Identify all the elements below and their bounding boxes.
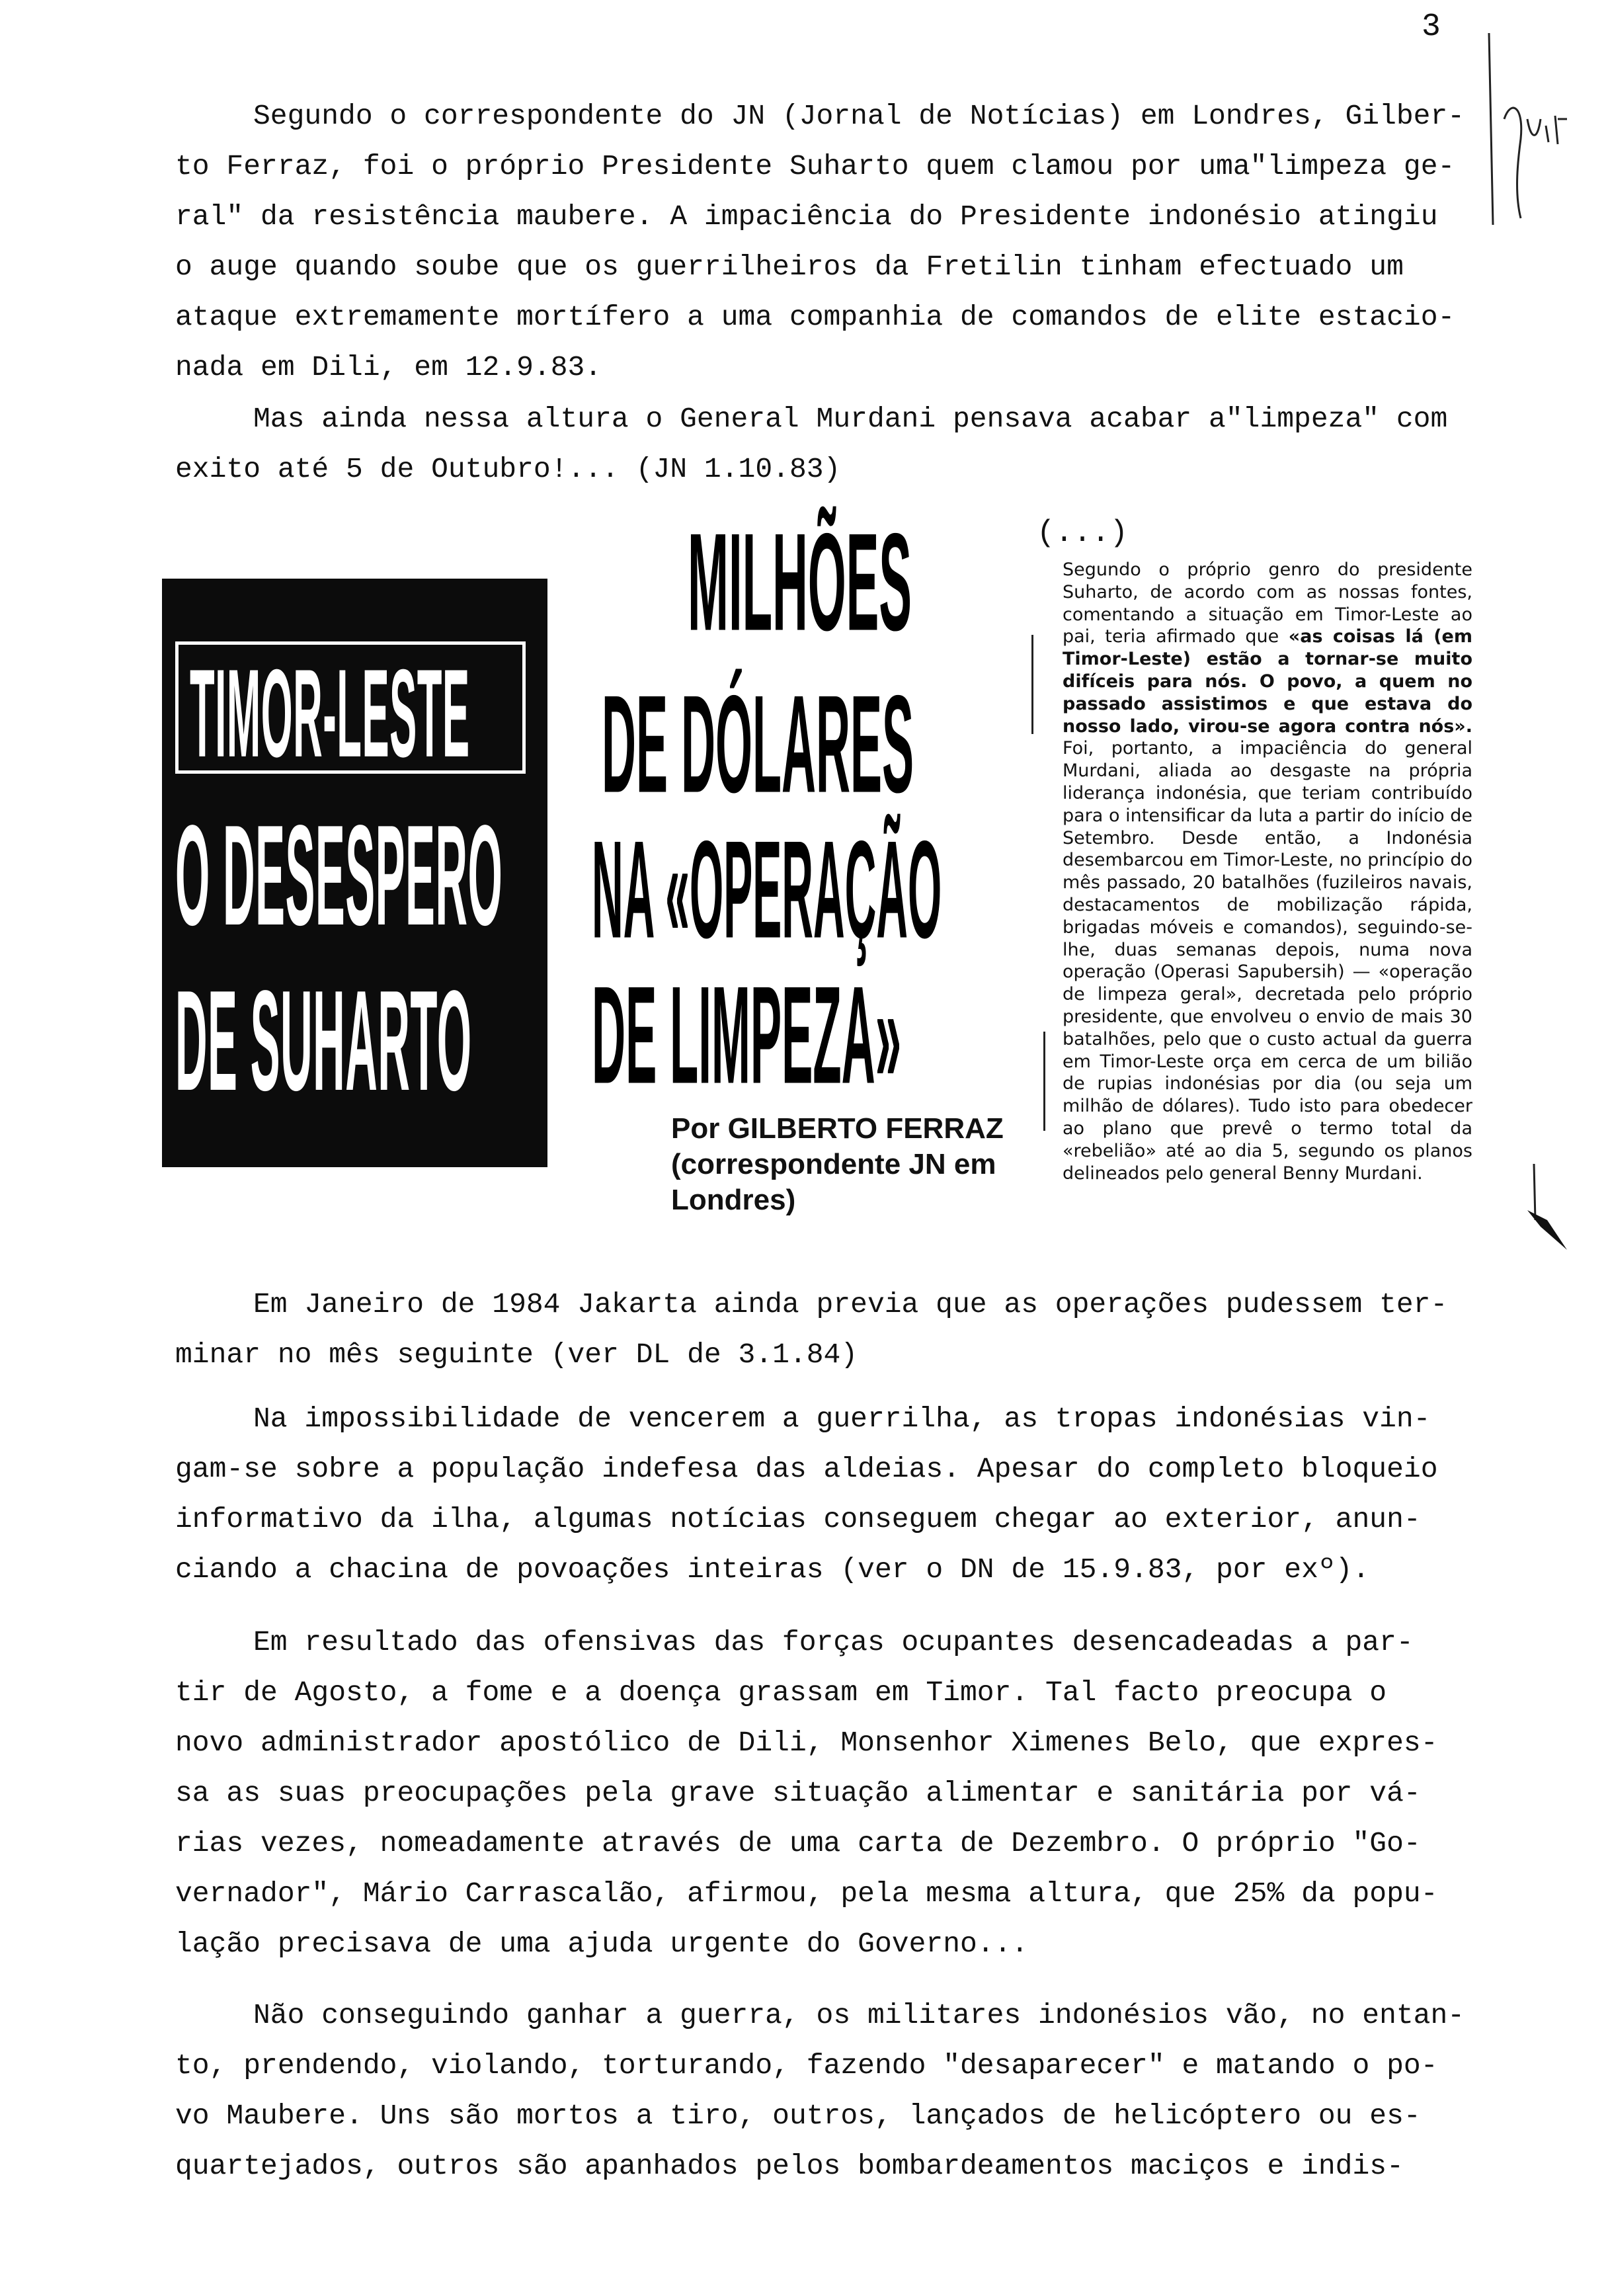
intro-line: ataque extremamente mortífero a uma companhia de comandos de elite estacio- <box>175 301 1455 333</box>
clipping-column <box>1063 559 1472 1184</box>
resultado-line: Em resultado das ofensivas das forças ocupantes desencadeadas a par- <box>253 1626 1414 1659</box>
headline-box-line-2: O DESESPERO <box>175 796 503 956</box>
resultado-paragraph <box>175 1618 1484 1969</box>
clipping-ellipsis: (...) <box>1037 516 1129 550</box>
resultado-line: lação precisava de uma ajuda urgente do Governo... <box>175 1928 1029 1960</box>
headline-line-3: NA «OPERAÇÃO <box>592 812 942 967</box>
intro-line: Segundo o correspondente do JN (Jornal de Notícias) em Londres, Gilber- <box>253 100 1465 132</box>
impossibilidade-line: gam-se sobre a população indefesa das aldeias. Apesar do completo bloqueio <box>175 1453 1438 1485</box>
byline: Por GILBERTO FERRAZ (correspondente JN em Londres) <box>671 1112 1004 1216</box>
headline-box-line-3: DE SUHARTO <box>175 961 472 1121</box>
column-quote: «as coisas lá (em Timor-Leste) estão a tornar-se muito difíceis para nós. O povo, a quem no passado assistimos e que estava do nosso lado, virou-se agora contra nós». <box>1063 626 1472 737</box>
clipping-headline-box <box>162 579 547 1167</box>
murdani-line: exito até 5 de Outubro!... (JN 1.10.83) <box>175 453 841 485</box>
guerra-line: Não conseguindo ganhar a guerra, os militares indonésios vão, no entan- <box>253 1999 1465 2031</box>
arrow-mark <box>1521 1164 1580 1256</box>
guerra-line: quartejados, outros são apanhados pelos bombardeamentos maciços e indis- <box>175 2150 1404 2182</box>
impossibilidade-paragraph <box>175 1394 1484 1595</box>
intro-line: ral" da resistência maubere. A impaciência do Presidente indonésio atingiu <box>175 200 1438 233</box>
janeiro-line: Em Janeiro de 1984 Jakarta ainda previa que as operações pudessem ter- <box>253 1288 1448 1321</box>
margin-bracket <box>1031 635 1033 734</box>
resultado-line: vernador", Mário Carrascalão, afirmou, pela mesma altura, que 25% da popu- <box>175 1877 1438 1910</box>
resultado-line: rias vezes, nomeadamente através de uma carta de Dezembro. O próprio "Go- <box>175 1827 1421 1860</box>
intro-line: to Ferraz, foi o próprio Presidente Suharto quem clamou por uma"limpeza ge- <box>175 150 1455 183</box>
resultado-line: sa as suas preocupações pela grave situação alimentar e sanitária por vá- <box>175 1777 1421 1809</box>
column-rest: Foi, portanto, a impaciência do general Murdani, aliada ao desgaste na própria liderança indonésia, que teriam contribuído para o intensificar da luta a partir do início de Setembro. Desde então, a Indonésia desembarcou em Timor-Leste, no princípio do mês passado, 20 batalhões (fuzileiros navais, destacamentos de mobilização rápida, brigadas móveis e comandos), seguindo-se-lhe, duas semanas depois, numa nova operação (Operasi Sapubersih) — «operação de limpeza geral», decretada pelo próprio presidente, que envolveu o envio de mais 30 batalhões, pelo que o custo actual da guerra em Timor-Leste orça em cerca de um bilião de rupias indonésias por dia (ou seja um milhão de dólares). Tudo isto para obedecer ao plano que prevê o termo total da «rebelião» até ao dia 5, segundo os planos delineados pelo general Benny Murdani. <box>1063 738 1472 1184</box>
impossibilidade-line: informativo da ilha, algumas notícias conseguem chegar ao exterior, anun- <box>175 1503 1421 1536</box>
page-number: 3 <box>1422 9 1441 45</box>
headline-line-1: MILHÕES <box>688 505 912 660</box>
handwritten-margin-mark <box>1474 26 1574 238</box>
janeiro-line: minar no mês seguinte (ver DL de 3.1.84) <box>175 1338 858 1371</box>
headline-line-2: DE DÓLARES <box>602 667 914 822</box>
impossibilidade-line: ciando a chacina de povoações inteiras (ver o DN de 15.9.83, por exº). <box>175 1553 1370 1586</box>
resultado-line: novo administrador apostólico de Dili, Monsenhor Ximenes Belo, que expres- <box>175 1727 1438 1759</box>
margin-bracket <box>1043 1032 1045 1131</box>
headline-box-line-1: TIMOR-LESTE <box>190 643 470 784</box>
murdani-line: Mas ainda nessa altura o General Murdani pensava acabar a"limpeza" com <box>253 403 1448 435</box>
headline-line-4: DE LIMPEZA» <box>592 958 902 1113</box>
guerra-line: vo Maubere. Uns são mortos a tiro, outros, lançados de helicóptero ou es- <box>175 2100 1421 2132</box>
impossibilidade-line: Na impossibilidade de vencerem a guerrilha, as tropas indonésias vin- <box>253 1403 1431 1435</box>
column-intro: Segundo o próprio genro do presidente Suharto, de acordo com as nossas fontes, comentando a situação em Timor-Leste ao pai, teria afirmado que <box>1063 559 1472 647</box>
intro-paragraph <box>175 91 1484 393</box>
intro-line: o auge quando soube que os guerrilheiros da Fretilin tinham efectuado um <box>175 251 1404 283</box>
guerra-line: to, prendendo, violando, torturando, fazendo "desaparecer" e matando o po- <box>175 2049 1438 2082</box>
resultado-line: tir de Agosto, a fome e a doença grassam em Timor. Tal facto preocupa o <box>175 1676 1387 1709</box>
janeiro-paragraph <box>175 1280 1484 1380</box>
murdani-paragraph <box>175 394 1484 495</box>
guerra-paragraph <box>175 1990 1484 2192</box>
intro-line: nada em Dili, em 12.9.83. <box>175 351 602 384</box>
